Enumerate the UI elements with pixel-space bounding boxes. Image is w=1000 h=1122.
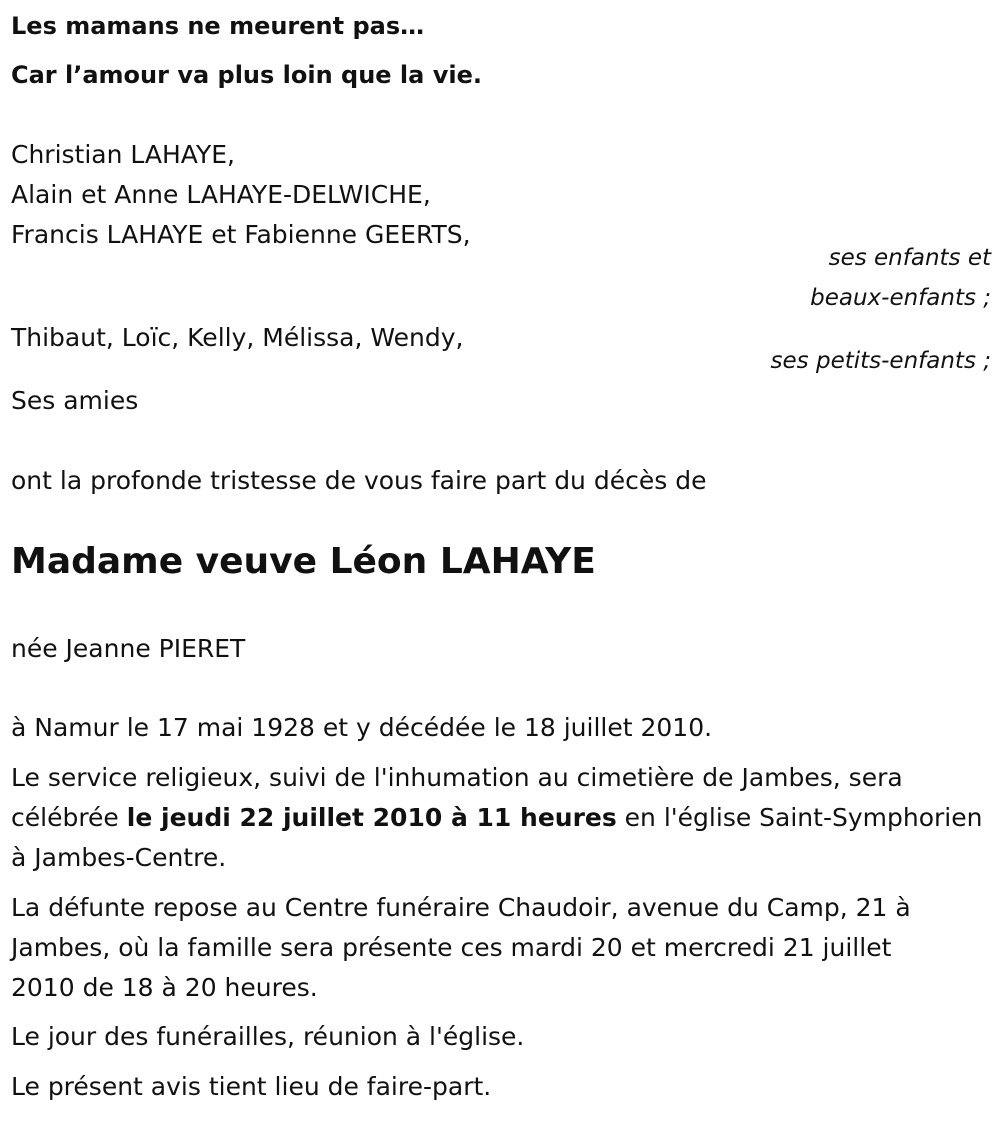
children-role-line-2: beaux-enfants ; xyxy=(810,285,991,311)
children-role-line-1: ses enfants et xyxy=(828,245,991,271)
maiden-name: née Jeanne PIERET xyxy=(11,634,246,663)
notice-line: Le présent avis tient lieu de faire-part. xyxy=(11,1072,492,1101)
child-name-3: Francis LAHAYE et Fabienne GEERTS, xyxy=(11,220,471,249)
child-name-2: Alain et Anne LAHAYE-DELWICHE, xyxy=(11,180,431,209)
service-line-2-pre: célébrée xyxy=(11,803,127,832)
grandchildren-names: Thibaut, Loïc, Kelly, Mélissa, Wendy, xyxy=(11,323,464,352)
epigraph-line-2: Car l’amour va plus loin que la vie. xyxy=(11,61,482,89)
service-line-1: Le service religieux, suivi de l'inhumation au cimetière de Jambes, sera xyxy=(11,763,903,792)
repose-line-3: 2010 de 18 à 20 heures. xyxy=(11,973,318,1002)
service-line-2 xyxy=(11,803,982,833)
service-line-3: à Jambes-Centre. xyxy=(11,843,227,872)
service-line-2-post: en l'église Saint-Symphorien xyxy=(616,803,983,832)
friends-line: Ses amies xyxy=(11,386,139,415)
announcement-line: ont la profonde tristesse de vous faire part du décès de xyxy=(11,466,707,495)
repose-line-2: Jambes, où la famille sera présente ces mardi 20 et mercredi 21 juillet xyxy=(11,933,892,962)
birth-death-line: à Namur le 17 mai 1928 et y décédée le 18 juillet 2010. xyxy=(11,713,713,742)
service-date-time: le jeudi 22 juillet 2010 à 11 heures xyxy=(126,803,617,832)
grandchildren-role: ses petits-enfants ; xyxy=(770,348,991,374)
deceased-name: Madame veuve Léon LAHAYE xyxy=(11,541,596,582)
meeting-line: Le jour des funérailles, réunion à l'église. xyxy=(11,1022,525,1051)
child-name-1: Christian LAHAYE, xyxy=(11,140,235,169)
epigraph-line-1: Les mamans ne meurent pas… xyxy=(11,12,425,40)
repose-line-1: La défunte repose au Centre funéraire Chaudoir, avenue du Camp, 21 à xyxy=(11,893,911,922)
